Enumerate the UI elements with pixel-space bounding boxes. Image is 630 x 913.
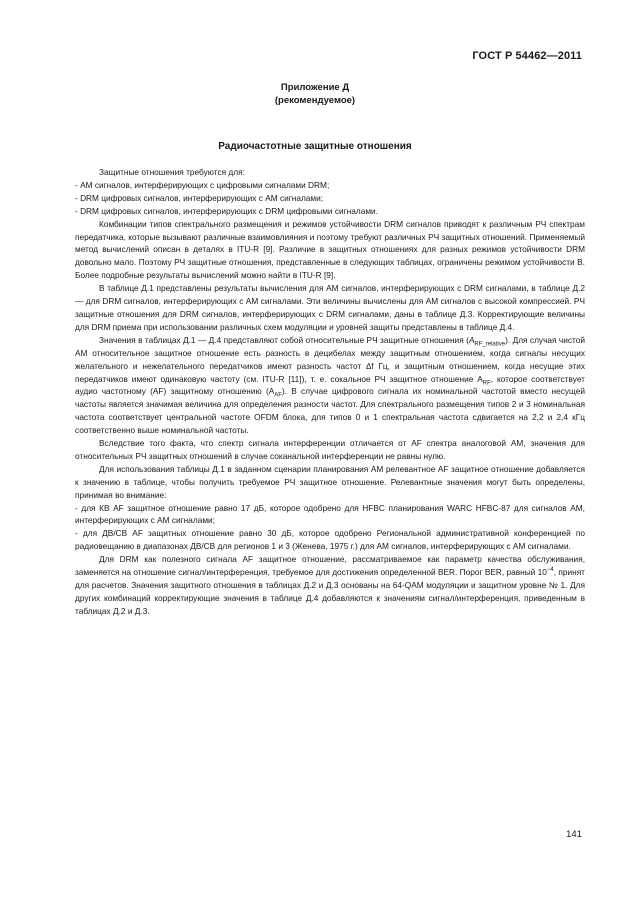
section-title: Радиочастотные защитные отношения — [218, 141, 412, 152]
superscript: −4 — [546, 567, 554, 574]
symbol: A — [468, 334, 475, 345]
page-number: 141 — [566, 829, 582, 840]
paragraph: Комбинации типов спектрального размещения и режимов устойчивости DRM сигналов приводят к различным РЧ спектрам передатчика, которые вызывают различные взаимовлияния и поэтому требуют различных РЧ защитных отношений. Применяемый метод вычислений описан в деталях в ITU-R [9]. Различие в защитных отношениях для разных режимов устойчивости DRM довольно мало. Поэтому РЧ защитные отношения, представленные в следующих таблицах, ограничены режимом устойчивости B. Более подробные результаты вычислений можно найти в ITU-R [9]. — [75, 218, 585, 281]
paragraph — [75, 334, 585, 437]
paragraph: Вследствие того факта, что спектр сигнала интерференции отличается от AF спектра аналоговой АМ, значения для относительных РЧ защитных отношений в случае соканальной интерференции не равны нулю. — [75, 438, 585, 461]
appendix-note: (рекомендуемое) — [274, 95, 356, 106]
list-item: - для КВ AF защитное отношение равно 17 дБ, которое одобрено для HFBC планирования WARC HFBC-87 для сигналов АМ, интерферирующих с АМ сигналами; — [75, 502, 585, 526]
paragraph: В таблице Д.1 представлены результаты вычисления для АМ сигналов, интерферирующих с DRM сигналами, в таблице Д.2 — для DRM сигналов, интерферирующих с АМ сигналами. Эти величины вычислены для АМ сигналов с высокой компрессией. РЧ защитные отношения для DRM сигналов, интерферирующих с DRM сигналами, даны в таблице Д.3. Корректирующие величины для DRM приема при использовании различных схем модуляции и уровней защиты представлены в таблице Д.4. — [75, 283, 585, 332]
body-text — [75, 166, 585, 618]
paragraph — [75, 553, 585, 618]
subscript: RF_relative — [474, 341, 506, 348]
paragraph: Для использования таблицы Д.1 в заданном сценарии планирования АМ релевантное AF защитное отношение добавляется к значению в таблице, чтобы получить требуемое РЧ защитное отношение. Релевантные значения могут быть определены, принимая во внимание: — [75, 463, 585, 500]
subscript: RF — [482, 380, 491, 387]
list-item: - для ДВ/СВ AF защитных отношение равно 30 дБ, которое одобрено Региональной административной конференцией по радиовещанию в диапазонах ДВ/СВ для регионов 1 и 3 (Женева, 1975 г.) для АМ сигналов, интерферирующих с АМ сигналами. — [75, 528, 585, 552]
list-item: - DRM цифровых сигналов, интерферирующих с DRM цифровыми сигналами. — [75, 205, 378, 216]
paragraph-intro: Защитные отношения требуются для: — [99, 167, 245, 177]
text-run: ). В случае цифрового сигнала их номинальной частотой вместо несущей частоты является значимая величина для определения разности частот. Для спектрального размещения типов 2 и 3 номинальная частота соответствует центральной частоте OFDM блока, для типов 0 и 1 спектральная частота сдвигается на 2,2 и 2,4 кГц соответственно выше номинальной частоты. — [75, 386, 585, 436]
text-run: Для DRM как полезного сигнала AF защитное отношение, рассматриваемое как параметр качества обслуживания, заменяется на отношение сигнал/интерференция, требуемое для достижения определенной BER. Порог BER, равный 10 — [75, 554, 585, 578]
standard-number: ГОСТ Р 54462—2011 — [472, 50, 582, 62]
text-run: , которое соответствует аудио частотному (AF) защитному отношению (A — [75, 373, 585, 397]
appendix-title: Приложение Д — [280, 82, 350, 93]
text-run: , принят для расчетов. Значения защитного отношения в таблицах Д.2 и Д.3 основаны на 64-QAM модуляции и защитном уровне № 1. Для других комбинаций корректирующие значения в таблице Д.4 добавляются к значениям сигнал/интерференция, приведенным в таблицах Д.2 и Д.3. — [75, 567, 585, 616]
text-run: ). Для случая чистой АМ относительное защитное отношение есть разность в децибелах между защитным отношением, когда сигналы несущих желательного и нежелательного передатчиков имеют разность частот ∆f Гц, и защитным отношением, когда несущие этих передатчиков имеют одинаковую частоту (см. ITU-R [11]), т. е. сокальное РЧ защитное отношение A — [75, 334, 585, 384]
text-run: Значения в таблицах Д.1 — Д.4 представляют собой относительные РЧ защитные отношения ( — [99, 334, 469, 345]
list-item: - DRM цифровых сигналов, интерферирующих с АМ сигналами; — [75, 192, 324, 203]
subscript: AF — [274, 393, 282, 400]
appendix-heading — [0, 81, 630, 107]
list-item: - АМ сигналов, интерферирующих с цифровыми сигналами DRM; — [75, 179, 330, 190]
